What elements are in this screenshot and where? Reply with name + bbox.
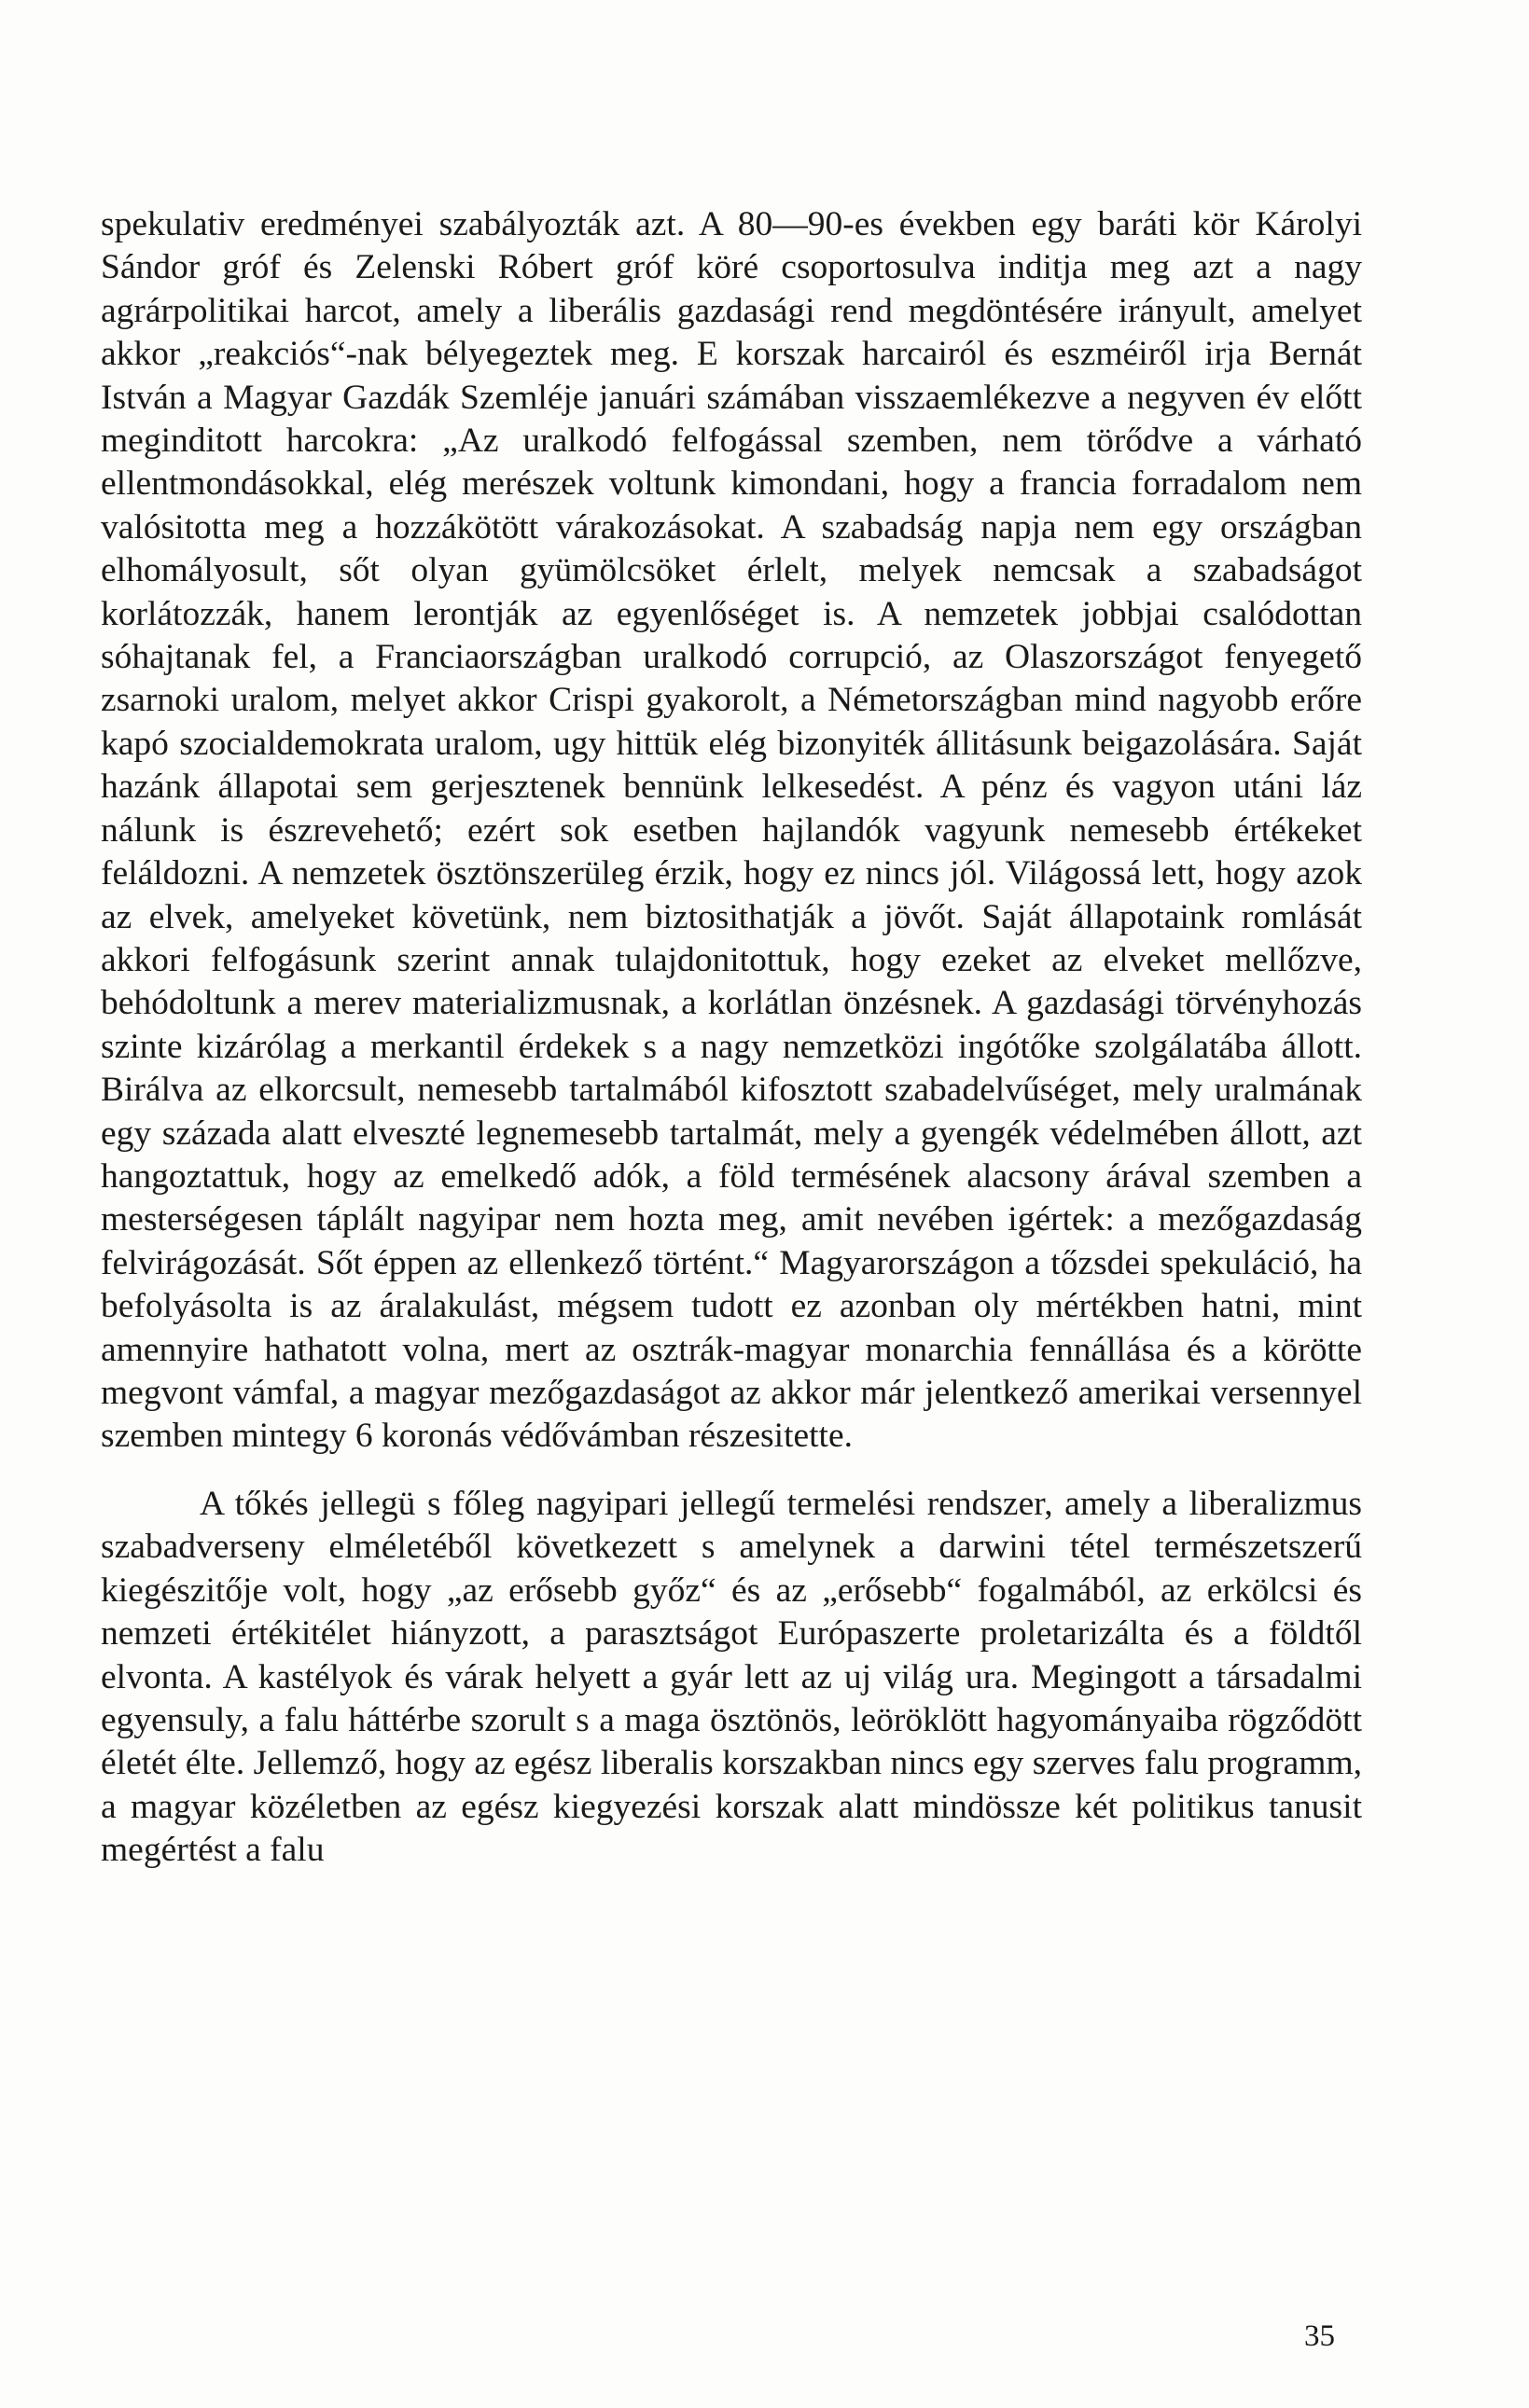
paragraph-2: A tőkés jellegü s főleg nagyipari jellegű termelési rendszer, amely a liberalizmus szabadverseny elméletéből következett s amelynek a darwini tétel természetszerű kiegészitője volt, hogy „az erősebb győz“ és az „erősebb“ fogalmából, az erkölcsi és nemzeti értékitélet hiányzott, a parasztságot Európaszerte proletarizálta és a földtől elvonta. A kastélyok és várak helyett a gyár lett az uj világ ura. Megingott a társadalmi egyensuly, a falu háttérbe szorult s a maga ösztönös, leöröklött hagyományaiba rögződött életét élte. Jellemző, hogy az egész liberalis korszakban nincs egy szerves falu programm, a magyar közéletben az egész kiegyezési korszak alatt mindössze két politikus tanusit megértést a falu	[101, 1485, 1362, 1870]
body-text-block-2	[101, 1483, 1362, 1873]
paragraph-1: spekulativ eredményei szabályozták azt. A 80—90-es években egy baráti kör Károlyi Sándor gróf és Zelenski Róbert gróf köré csoportosulva inditja meg azt a nagy agrárpolitikai harcot, amely a liberális gazdasági rend megdöntésére irányult, amelyet akkor „reakciós“-nak bélyegeztek meg. E korszak harcairól és eszméiről irja Bernát István a Magyar Gazdák Szemléje januári számában visszaemlékezve a negyven év előtt meginditott harcokra: „Az uralkodó felfogással szemben, nem törődve a várható ellentmondásokkal, elég merészek voltunk kimondani, hogy a francia forradalom nem valósitotta meg a hozzákötött várakozásokat. A szabadság napja nem egy országban elhomályosult, sőt olyan gyümölcsöket érlelt, melyek nemcsak a szabadságot korlátozzák, hanem lerontják az egyenlőséget is. A nemzetek jobbjai csalódottan sóhajtanak fel, a Franciaországban uralkodó corrupció, az Olaszországot fenyegető zsarnoki uralom, melyet akkor Crispi gyakorolt, a Németországban mind nagyobb erőre kapó szocialdemokrata uralom, ugy hittük elég bizonyiték állitásunk beigazolására. Saját hazánk állapotai sem gerjesztenek bennünk lelkesedést. A pénz és vagyon utáni láz nálunk is észrevehető; ezért sok esetben hajlandók vagyunk nemesebb értékeket feláldozni. A nemzetek ösztönszerüleg érzik, hogy ez nincs jól. Világossá lett, hogy azok az elvek, amelyeket követünk, nem biztosithatják a jövőt. Saját állapotaink romlását akkori felfogásunk szerint annak tulajdonitottuk, hogy ezeket az elveket mellőzve, behódoltunk a merev materializmusnak, a korlátlan önzésnek. A gazdasági törvényhozás szinte kizárólag a merkantil érdekek s a nagy nemzetközi ingótőke szolgálatába állott. Birálva az elkorcsult, nemesebb tartalmából kifosztott szabadelvűséget, mely uralmának egy százada alatt elveszté legnemesebb tartalmát, mely a gyengék védelmében állott, azt hangoztattuk, hogy az emelkedő adók, a föld termésének alacsony árával szemben a mesterségesen táplált nagyipar nem hozta meg, amit nevében igértek: a mezőgazdaság felvirágozását. Sőt éppen az ellenkező történt.“ Magyarországon a tőzsdei spekuláció, ha befolyásolta is az áralakulást, mégsem tudott ez azonban oly mértékben hatni, mint amennyire hathatott volna, mert az osztrák-magyar monarchia fennállása és a körötte megvont vámfal, a magyar mezőgazdaságot az akkor már jelentkező amerikai versennyel szemben mintegy 6 koronás védővámban részesitette.	[101, 205, 1362, 1456]
page-number: 35	[1304, 2319, 1335, 2353]
body-text-block-1	[101, 203, 1362, 1459]
